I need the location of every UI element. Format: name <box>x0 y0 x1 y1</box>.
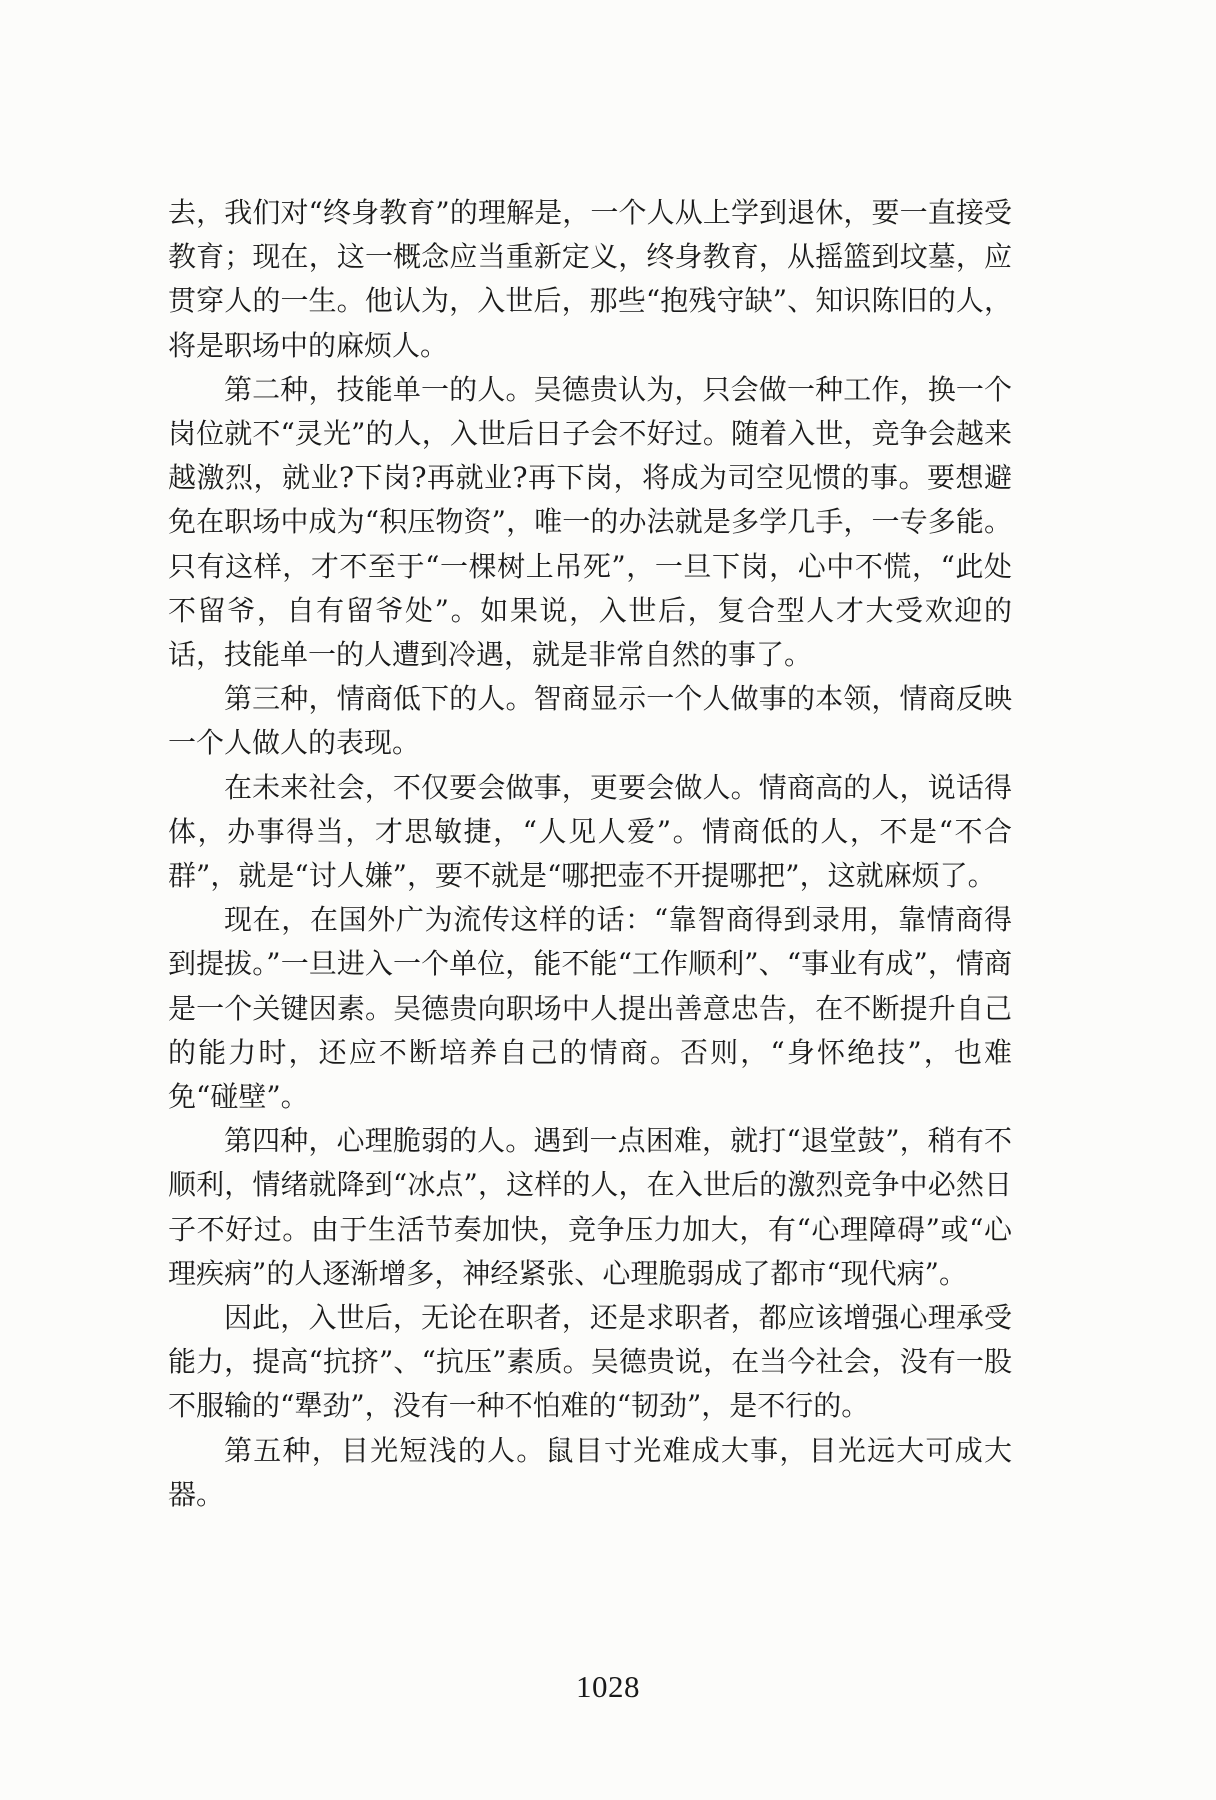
paragraph-4: 在未来社会，不仅要会做事，更要会做人。情商高的人，说话得体，办事得当，才思敏捷，“人见人爱”。情商低的人，不是“不合群”，就是“讨人嫌”，要不就是“哪把壶不开提哪把”，这就麻烦了。 <box>168 770 1012 893</box>
paragraph-5: 现在，在国外广为流传这样的话：“靠智商得到录用，靠情商得到提拔。”一旦进入一个单位，能不能“工作顺利”、“事业有成”，情商是一个关键因素。吴德贵向职场中人提出善意忠告，在不断提升自己的能力时，还应不断培养自己的情商。否则，“身怀绝技”，也难免“碰壁”。 <box>168 903 1012 1114</box>
body-text <box>168 191 1012 1517</box>
paragraph-8: 第五种，目光短浅的人。鼠目寸光难成大事，目光远大可成大器。 <box>168 1433 1012 1511</box>
paragraph-7: 因此，入世后，无论在职者，还是求职者，都应该增强心理承受能力，提高“抗挤”、“抗压”素质。吴德贵说，在当今社会，没有一股不服输的“犟劲”，没有一种不怕难的“韧劲”，是不行的。 <box>168 1301 1012 1423</box>
paragraph-3: 第三种，情商低下的人。智商显示一个人做事的本领，情商反映一个人做人的表现。 <box>168 682 1012 760</box>
page-number: 1028 <box>576 1669 640 1704</box>
paragraph-6: 第四种，心理脆弱的人。遇到一点困难，就打“退堂鼓”，稍有不顺利，情绪就降到“冰点”，这样的人，在入世后的激烈竞争中必然日子不好过。由于生活节奏加快，竞争压力加大，有“心理障碍”或“心理疾病”的人逐渐增多，神经紧张、心理脆弱成了都市“现代病”。 <box>168 1124 1012 1290</box>
paragraph-1: 去，我们对“终身教育”的理解是，一个人从上学到退休，要一直接受教育；现在，这一概念应当重新定义，终身教育，从摇篮到坟墓，应贯穿人的一生。他认为，入世后，那些“抱残守缺”、知识陈旧的人，将是职场中的麻烦人。 <box>168 196 1012 362</box>
paragraph-2: 第二种，技能单一的人。吴德贵认为，只会做一种工作，换一个岗位就不“灵光”的人，入世后日子会不好过。随着入世，竞争会越来越激烈，就业?下岗?再就业?再下岗，将成为司空见惯的事。要想避免在职场中成为“积压物资”，唯一的办法就是多学几手，一专多能。只有这样，才不至于“一棵树上吊死”，一旦下岗，心中不慌，“此处不留爷，自有留爷处”。如果说，入世后，复合型人才大受欢迎的话，技能单一的人遭到冷遇，就是非常自然的事了。 <box>168 372 1012 672</box>
